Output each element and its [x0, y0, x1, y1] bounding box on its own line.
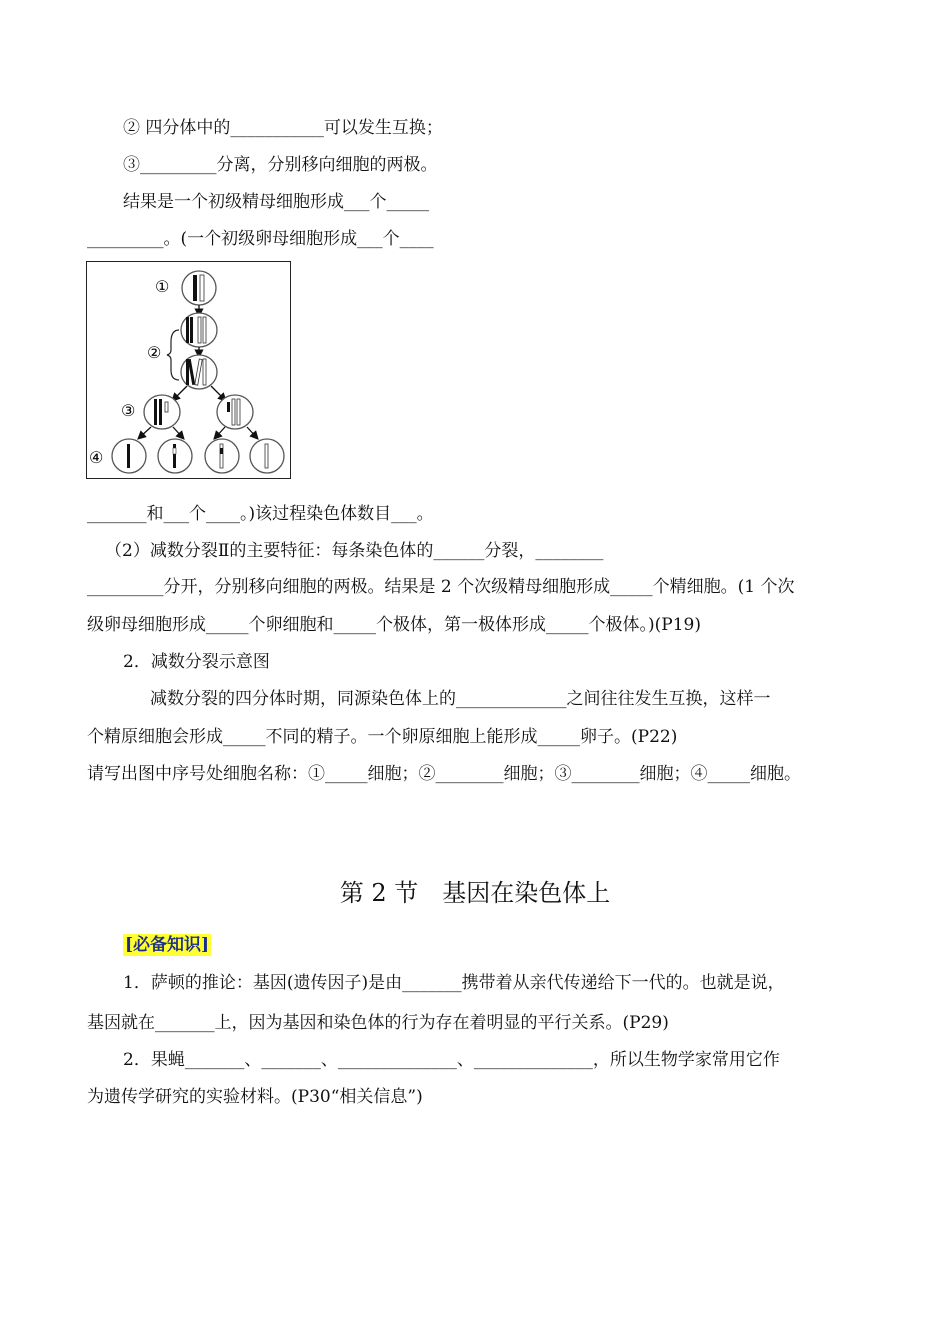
brace: [167, 330, 179, 380]
text-line-separation: ③_________分离，分别移向细胞的两极。: [123, 155, 438, 175]
section-title: 第 2 节 基因在染色体上: [339, 879, 611, 907]
text-line-fruitfly: 2．果蝇_______、_______、______________、______________，所以生物学家常用它作: [123, 1050, 780, 1070]
cell-stage-1: [182, 271, 216, 305]
diagram-label-2: ②: [147, 343, 162, 362]
text-line-meiosis-ii: （2）减数分裂Ⅱ的主要特征：每条染色体的______分裂，________: [105, 541, 604, 561]
text-line-oocyte-result: 级卵母细胞形成_____个卵细胞和_____个极体，第一极体形成_____个极体。)(P19): [87, 615, 701, 635]
text-line-sutton-2: 基因就在_______上，因为基因和染色体的行为存在着明显的平行关系。(P29): [87, 1013, 669, 1033]
diagram-label-3: ③: [121, 401, 136, 420]
text-line-diagram-heading: 2．减数分裂示意图: [123, 652, 270, 672]
text-line-tetrad: 减数分裂的四分体时期，同源染色体上的_____________之间往往发生互换，这样一: [150, 689, 771, 709]
text-line-crossing-over: ② 四分体中的___________可以发生互换；: [123, 118, 443, 138]
text-line-result-oocyte: _________。(一个初级卵母细胞形成___个____: [87, 229, 434, 249]
text-line-sperm-types: 个精原细胞会形成_____不同的精子。一个卵原细胞上能形成_____卵子。(P22): [87, 727, 678, 747]
text-line-meiosis-ii-result: _________分开，分别移向细胞的两极。结果是 2 个次级精母细胞形成_____个精细胞。(1 个次: [87, 577, 795, 597]
text-line-sutton: 1．萨顿的推论：基因(遗传因子)是由_______携带着从亲代传递给下一代的。也就是说，: [123, 973, 785, 993]
diagram-label-4: ④: [89, 448, 104, 467]
diagram-label-1: ①: [155, 277, 170, 296]
required-knowledge-badge: [必备知识]: [125, 935, 210, 955]
text-line-cell-names: 请写出图中序号处细胞名称：①_____细胞；②________细胞；③________细胞；④_____细胞。: [87, 764, 801, 784]
text-line-result-sperm: 结果是一个初级精母细胞形成___个_____: [123, 192, 429, 212]
text-line-fruitfly-2: 为遗传学研究的实验材料。(P30“相关信息”): [87, 1087, 423, 1107]
meiosis-diagram: [86, 261, 291, 479]
meiosis-diagram-svg: [87, 262, 289, 477]
text-line-chromosome-number: _______和___个____。)该过程染色体数目___。: [87, 504, 434, 524]
